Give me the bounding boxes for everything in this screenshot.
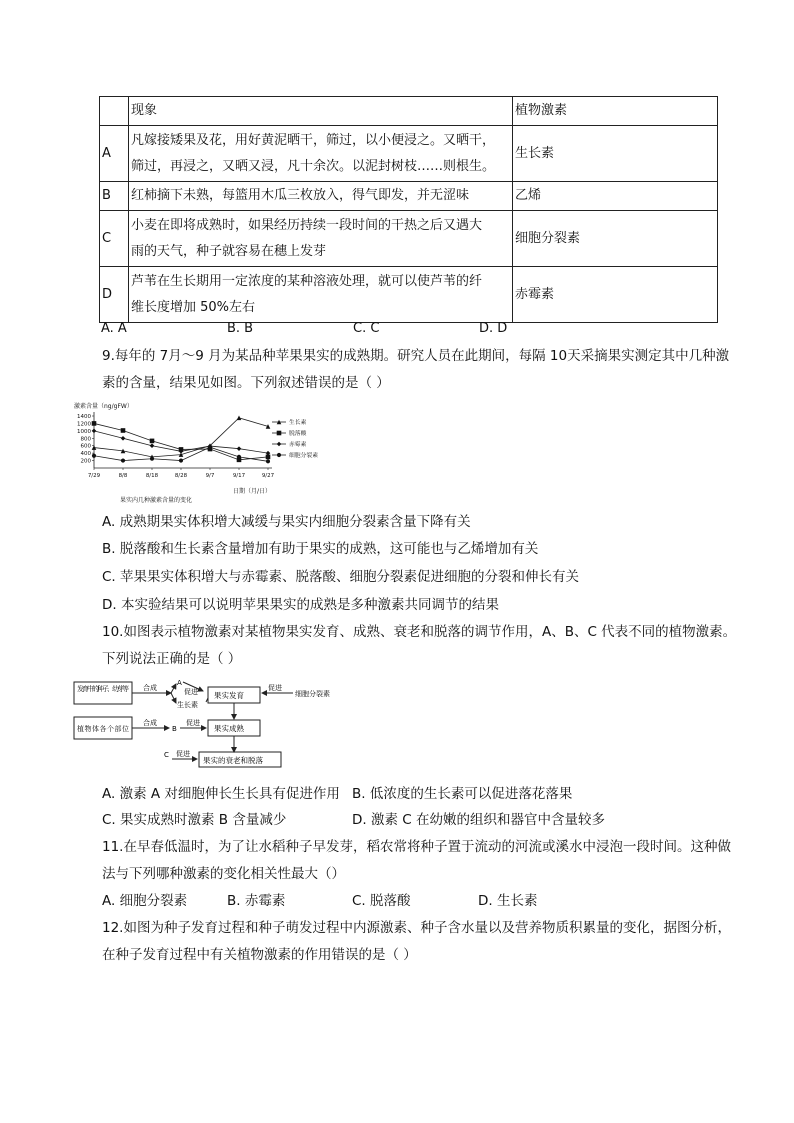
arrow-to-auxin <box>171 693 176 703</box>
row-label: C <box>100 211 129 267</box>
chart-x-tick-label: 9/17 <box>232 473 246 479</box>
row-label: A <box>100 126 129 182</box>
legend-marker <box>277 442 282 447</box>
promote-label-b: 促进 <box>186 719 200 727</box>
hormone-c-label: C <box>164 751 169 759</box>
promote-label-cytokinin: 促进 <box>268 684 282 692</box>
chart-y-tick-label: 200 <box>80 458 91 465</box>
chart-data-point <box>237 446 242 451</box>
phenomenon-line: 凡嫁接矮果及花，用好黄泥晒干，筛过，以小便浸之。又晒干， <box>131 132 496 148</box>
chart-x-tick-label: 7/29 <box>87 473 101 479</box>
table-header-cell <box>100 97 129 126</box>
observation-table <box>99 96 718 323</box>
auxin-label: 生长素 <box>177 701 198 709</box>
table-header-cell: 植物激素 <box>513 97 718 126</box>
table-row <box>100 211 718 267</box>
row-hormone: 细胞分裂素 <box>513 211 718 267</box>
q8-option-a[interactable]: A. A <box>101 321 127 336</box>
legend-label: 赤霉素 <box>289 442 307 448</box>
legend-label: 细胞分裂素 <box>289 453 318 459</box>
chart-x-tick-label: 8/28 <box>174 473 188 479</box>
synth-label-2: 合成 <box>143 719 157 727</box>
chart-y-tick-label: 1400 <box>77 414 91 420</box>
hormone-regulation-diagram <box>73 676 363 772</box>
chart-data-point <box>121 459 125 463</box>
hormone-a-label: A <box>177 679 182 687</box>
fruit-development-text: 果实发育 <box>214 691 244 700</box>
phenomenon-line: 芦苇在生长期用一定浓度的某种溶液处理，就可以使芦苇的纤 <box>131 273 483 289</box>
table-row <box>100 126 718 182</box>
q10-stem-line: 10.如图表示植物激素对某植物果实发育、成熟、衰老和脱落的调节作用，A、B、C 代表不同的植物激素。 <box>102 624 737 640</box>
row-hormone: 赤霉素 <box>513 267 718 323</box>
hormone-b-label: B <box>172 725 177 733</box>
chart-ylabel: 激素含量（ng/gFW） <box>74 403 133 410</box>
q11-option-c[interactable]: C. 脱落酸 <box>352 893 411 909</box>
chart-data-point <box>208 445 212 449</box>
phenomenon-line: 红柿摘下未熟，每篮用木瓜三枚放入，得气即发，并无涩味 <box>131 188 470 203</box>
chart-data-point <box>237 416 242 421</box>
q9-stem-line: 9.每年的 7月～9 月为某品种苹果果实的成熟期。研究人员在此期间，每隔 10天采摘果实测定其中几种激 <box>102 348 730 364</box>
legend-label: 生长素 <box>289 420 307 426</box>
q11-stem-line: 11.在早春低温时，为了让水稻种子早发芽，稻农常将种子置于流动的河流或溪水中浸泡一段时间。这种做 <box>102 839 731 855</box>
q8-option-d[interactable]: D. D <box>479 321 508 336</box>
phenomenon-line: 雨的天气，种子就容易在穗上发芽 <box>131 243 327 259</box>
chart-x-tick-label: 9/27 <box>261 473 275 479</box>
chart-data-point <box>121 436 126 441</box>
q10-option-a[interactable]: A. 激素 A 对细胞伸长生长具有促进作用 <box>102 786 340 802</box>
q10-option-d[interactable]: D. 激素 C 在幼嫩的组织和器官中含量较多 <box>352 812 605 828</box>
table-row <box>100 182 718 211</box>
table-header-row <box>100 97 718 126</box>
q11-option-b[interactable]: B. 赤霉素 <box>227 893 286 909</box>
legend-marker <box>277 431 282 436</box>
synth-label-1: 合成 <box>143 684 157 692</box>
chart-data-point <box>121 428 126 433</box>
q8-option-b[interactable]: B. B <box>227 321 254 336</box>
q11-option-a[interactable]: A. 细胞分裂素 <box>102 893 188 909</box>
phenomenon-line: 小麦在即将成熟时，如果经历持续一段时间的干热之后又遇大 <box>131 217 483 233</box>
row-label: D <box>100 267 129 323</box>
source-plant-parts-text: 植物体各个部位 <box>77 725 129 733</box>
chart-data-point <box>92 429 97 434</box>
chart-xlabel: 日期（月/日） <box>233 488 272 495</box>
fruit-ripening-text: 果实成熟 <box>214 724 244 733</box>
chart-x-tick-label: 8/8 <box>118 473 128 479</box>
chart-data-point <box>237 455 241 459</box>
row-phenomenon <box>129 267 513 323</box>
phenomenon-line: 筛过，再浸之，又晒又浸，凡十余次。以泥封树枝……则根生。 <box>131 158 496 174</box>
hormone-line-chart <box>72 398 344 506</box>
q10-stem-line: 下列说法正确的是（ ） <box>102 651 242 667</box>
chart-data-point <box>179 459 183 463</box>
arrow-to-a <box>171 684 176 693</box>
chart-y-tick-label: 800 <box>80 436 91 443</box>
chart-data-point <box>266 424 271 429</box>
promote-label-a: 促进 <box>184 688 198 696</box>
source-seeds-text: 发育中的种子、幼芽等 <box>77 685 129 693</box>
chart-data-point <box>150 443 155 448</box>
q9-stem-line: 素的含量，结果见如图。下列叙述错误的是（ ） <box>102 375 390 391</box>
phenomenon-line: 维长度增加 50%左右 <box>131 299 256 315</box>
chart-x-tick-label: 9/7 <box>205 473 215 479</box>
chart-y-tick-label: 1200 <box>77 421 91 428</box>
chart-data-point <box>92 454 96 458</box>
q10-option-c[interactable]: C. 果实成熟时激素 B 含量减少 <box>102 812 287 828</box>
chart-x-tick-label: 8/18 <box>145 473 159 479</box>
cytokinin-label: 细胞分裂素 <box>295 690 330 698</box>
chart-y-tick-label: 600 <box>80 443 91 450</box>
row-hormone: 生长素 <box>513 126 718 182</box>
chart-data-point <box>150 439 155 444</box>
row-hormone: 乙烯 <box>513 182 718 211</box>
row-phenomenon <box>129 211 513 267</box>
q12-stem-line: 12.如图为种子发育过程和种子萌发过程中内源激素、种子含水量以及营养物质积累量的变化，据图分析， <box>102 920 731 936</box>
chart-data-point <box>92 421 97 426</box>
table-header-cell: 现象 <box>129 97 513 126</box>
row-label: B <box>100 182 129 211</box>
chart-data-point <box>266 459 270 463</box>
q12-stem-line: 在种子发育过程中有关植物激素的作用错误的是（ ） <box>102 947 417 963</box>
q9-option-a[interactable]: A. 成熟期果实体积增大减缓与果实内细胞分裂素含量下降有关 <box>102 514 471 530</box>
chart-y-tick-label: 1000 <box>77 428 91 435</box>
table-row <box>100 267 718 323</box>
q9-option-d[interactable]: D. 本实验结果可以说明苹果果实的成熟是多种激素共同调节的结果 <box>102 597 499 613</box>
chart-title: 果实内几种激素含量的变化 <box>120 497 193 504</box>
q11-stem-line: 法与下列哪种激素的变化相关性最大（） <box>102 866 345 882</box>
q8-option-c[interactable]: C. C <box>353 321 380 336</box>
row-phenomenon <box>129 182 513 211</box>
legend-marker <box>277 453 281 457</box>
legend-label: 脱落酸 <box>289 431 307 437</box>
fruit-aging-text: 果实的衰老和脱落 <box>203 756 263 765</box>
q10-option-b[interactable]: B. 低浓度的生长素可以促进落花落果 <box>352 786 573 802</box>
q11-option-d[interactable]: D. 生长素 <box>478 893 538 909</box>
chart-y-tick-label: 400 <box>80 451 91 458</box>
chart-data-point <box>150 457 154 461</box>
q9-option-c[interactable]: C. 苹果果实体积增大与赤霉素、脱落酸、细胞分裂素促进细胞的分裂和伸长有关 <box>102 569 580 585</box>
promote-label-c: 促进 <box>176 750 190 758</box>
q9-option-b[interactable]: B. 脱落酸和生长素含量增加有助于果实的成熟，这可能也与乙烯增加有关 <box>102 541 539 557</box>
row-phenomenon <box>129 126 513 182</box>
